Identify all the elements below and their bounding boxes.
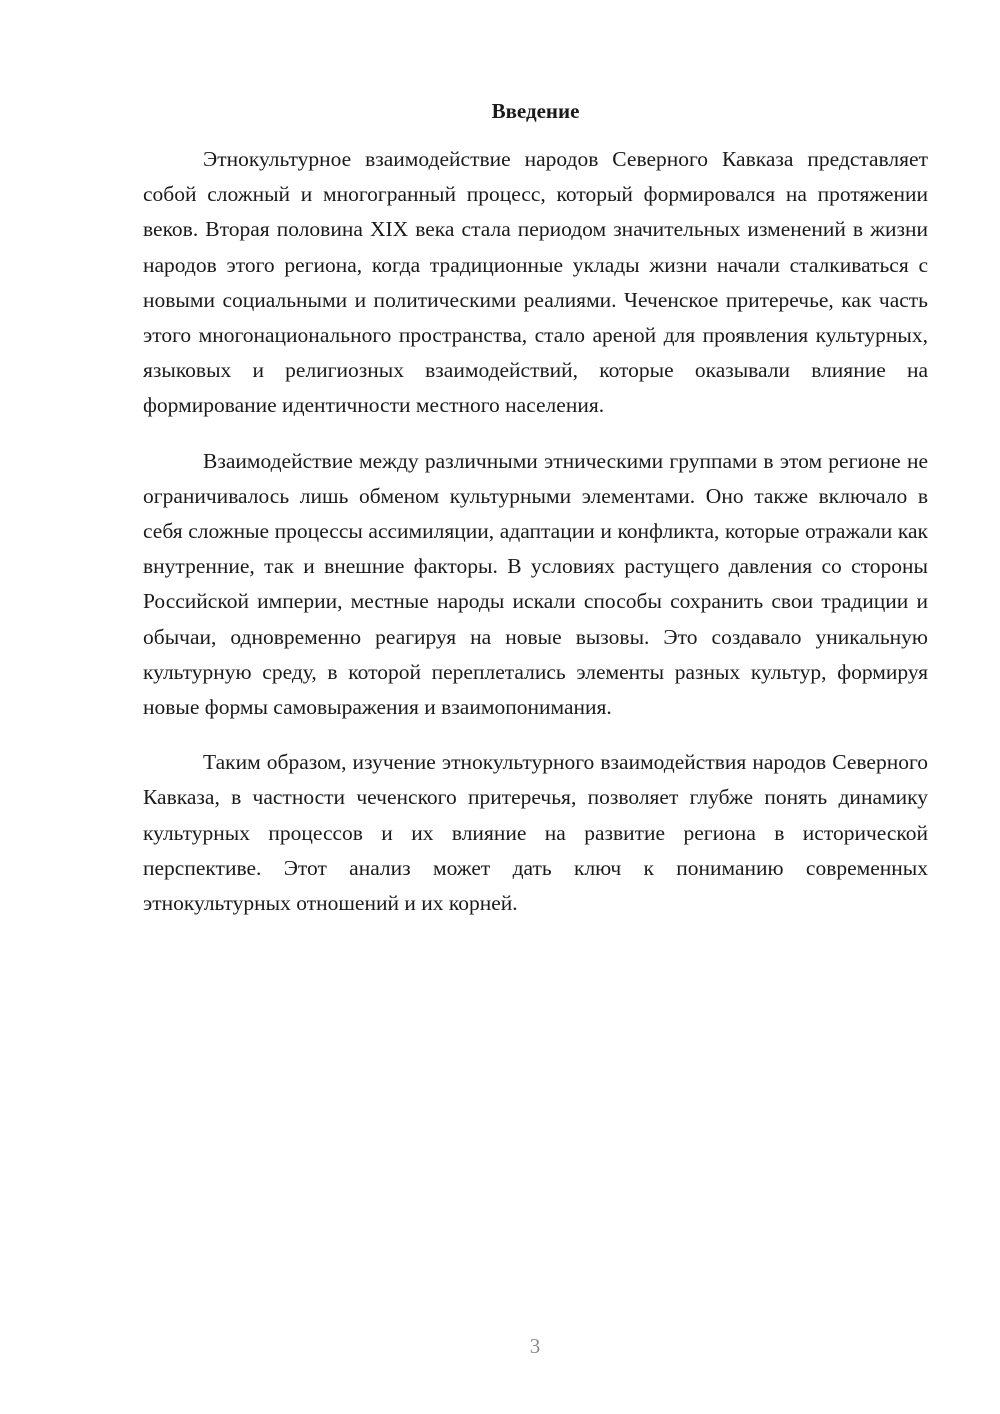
page-number: 3 <box>529 1334 541 1358</box>
paragraph-1: Этнокультурное взаимодействие народов Северного Кавказа представляет собой сложный и многогранный процесс, который формировался на протяжении веков. Вторая половина XIX века стала периодом значительных изменений в жизни народов этого региона, когда традиционные уклады жизни начали сталкиваться с новыми социальными и политическими реалиями. Чеченское притеречье, как часть этого многонационального пространства, стало ареной для проявления культурных, языковых и религиозных взаимодействий, которые оказывали влияние на формирование идентичности местного населения. <box>143 147 928 418</box>
section-heading: Введение <box>491 99 580 123</box>
body-text <box>143 142 928 941</box>
paragraph-3: Таким образом, изучение этнокультурного взаимодействия народов Северного Кавказа, в частности чеченского притеречья, позволяет глубже понять динамику культурных процессов и их влияние на развитие региона в исторической перспективе. Этот анализ может дать ключ к пониманию современных этнокультурных отношений и их корней. <box>143 750 928 916</box>
paragraph-2: Взаимодействие между различными этническими группами в этом регионе не ограничивалось лишь обменом культурными элементами. Оно также включало в себя сложные процессы ассимиляции, адаптации и конфликта, которые отражали как внутренние, так и внешние факторы. В условиях растущего давления со стороны Российской империи, местные народы искали способы сохранить свои традиции и обычаи, одновременно реагируя на новые вызовы. Это создавало уникальную культурную среду, в которой переплетались элементы разных культур, формируя новые формы самовыражения и взаимопонимания. <box>143 448 928 720</box>
